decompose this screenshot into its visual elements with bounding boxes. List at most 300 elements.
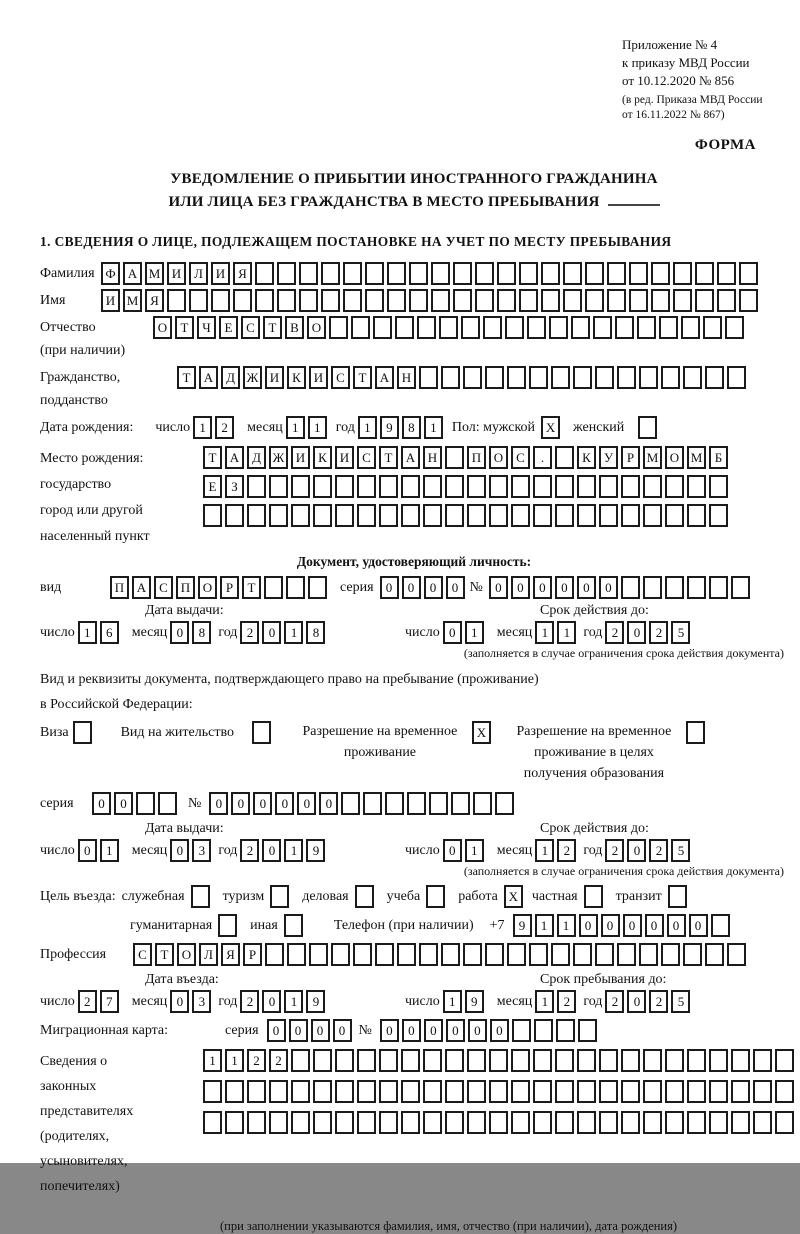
char-cell[interactable] [270,885,289,908]
char-cell[interactable] [158,792,177,815]
char-cell[interactable] [709,1049,728,1072]
char-cell[interactable]: Н [423,446,442,469]
stay-year-boxes[interactable] [605,990,693,1013]
char-cell[interactable]: 0 [667,914,686,937]
char-cell[interactable] [709,1111,728,1134]
char-cell[interactable]: С [357,446,376,469]
char-cell[interactable] [753,1080,772,1103]
char-cell[interactable]: 0 [489,576,508,599]
char-cell[interactable]: 0 [253,792,272,815]
char-cell[interactable] [739,262,758,285]
char-cell[interactable]: 0 [533,576,552,599]
char-cell[interactable] [247,475,266,498]
char-cell[interactable]: 0 [78,839,97,862]
char-cell[interactable] [651,289,670,312]
char-cell[interactable] [379,1111,398,1134]
char-cell[interactable] [665,504,684,527]
char-cell[interactable] [247,1080,266,1103]
char-cell[interactable] [687,504,706,527]
char-cell[interactable] [445,504,464,527]
char-cell[interactable] [549,316,568,339]
char-cell[interactable] [695,262,714,285]
char-cell[interactable]: И [167,262,186,285]
citizenship-boxes[interactable] [177,366,749,389]
sex-male-checkbox[interactable] [541,416,563,439]
char-cell[interactable] [329,316,348,339]
char-cell[interactable] [473,792,492,815]
char-cell[interactable] [467,1080,486,1103]
char-cell[interactable] [533,1111,552,1134]
char-cell[interactable] [673,289,692,312]
char-cell[interactable] [555,446,574,469]
char-cell[interactable] [299,262,318,285]
char-cell[interactable]: 0 [468,1019,487,1042]
char-cell[interactable] [511,1049,530,1072]
char-cell[interactable] [395,316,414,339]
char-cell[interactable]: М [687,446,706,469]
char-cell[interactable] [595,366,614,389]
char-cell[interactable]: 1 [557,621,576,644]
char-cell[interactable] [357,504,376,527]
char-cell[interactable]: У [599,446,618,469]
char-cell[interactable] [775,1049,794,1072]
char-cell[interactable] [252,721,271,744]
stay-month-boxes[interactable] [535,990,579,1013]
char-cell[interactable] [571,316,590,339]
char-cell[interactable] [191,885,210,908]
char-cell[interactable] [291,504,310,527]
char-cell[interactable] [489,1080,508,1103]
char-cell[interactable] [573,366,592,389]
stay-day-boxes[interactable] [443,990,487,1013]
char-cell[interactable] [313,1080,332,1103]
char-cell[interactable]: 2 [649,839,668,862]
char-cell[interactable] [247,504,266,527]
char-cell[interactable] [419,943,438,966]
char-cell[interactable]: 0 [443,839,462,862]
char-cell[interactable]: 0 [262,621,281,644]
char-cell[interactable]: С [331,366,350,389]
purpose-study-checkbox[interactable] [426,885,448,908]
char-cell[interactable]: 1 [358,416,377,439]
char-cell[interactable] [638,416,657,439]
char-cell[interactable]: 0 [627,990,646,1013]
char-cell[interactable]: 0 [689,914,708,937]
surname-boxes[interactable] [101,262,761,285]
char-cell[interactable]: 1 [284,839,303,862]
char-cell[interactable] [527,316,546,339]
char-cell[interactable]: 0 [170,990,189,1013]
char-cell[interactable] [409,289,428,312]
char-cell[interactable]: Р [220,576,239,599]
char-cell[interactable]: 1 [286,416,305,439]
char-cell[interactable]: 1 [284,990,303,1013]
char-cell[interactable] [556,1019,575,1042]
migration-number-boxes[interactable] [380,1019,600,1042]
char-cell[interactable] [489,1049,508,1072]
char-cell[interactable] [665,1049,684,1072]
char-cell[interactable] [555,475,574,498]
char-cell[interactable] [643,1049,662,1072]
char-cell[interactable]: . [533,446,552,469]
char-cell[interactable]: 5 [671,839,690,862]
char-cell[interactable]: О [153,316,172,339]
char-cell[interactable]: 9 [513,914,532,937]
char-cell[interactable] [363,792,382,815]
char-cell[interactable]: 5 [671,621,690,644]
char-cell[interactable] [203,504,222,527]
char-cell[interactable] [731,1080,750,1103]
char-cell[interactable] [541,262,560,285]
char-cell[interactable] [467,1049,486,1072]
char-cell[interactable] [335,475,354,498]
char-cell[interactable]: Т [177,366,196,389]
char-cell[interactable]: 9 [306,839,325,862]
patronymic-boxes[interactable] [153,316,747,339]
char-cell[interactable]: 0 [92,792,111,815]
char-cell[interactable] [423,504,442,527]
char-cell[interactable]: А [401,446,420,469]
char-cell[interactable]: 1 [465,621,484,644]
char-cell[interactable] [695,289,714,312]
char-cell[interactable] [665,1080,684,1103]
char-cell[interactable]: Т [175,316,194,339]
char-cell[interactable]: Е [219,316,238,339]
char-cell[interactable]: И [101,289,120,312]
char-cell[interactable] [277,262,296,285]
char-cell[interactable]: Л [199,943,218,966]
birth-place-row-2[interactable] [203,475,731,498]
char-cell[interactable]: 1 [225,1049,244,1072]
char-cell[interactable] [284,914,303,937]
char-cell[interactable] [563,262,582,285]
char-cell[interactable]: 0 [311,1019,330,1042]
char-cell[interactable]: 0 [627,621,646,644]
char-cell[interactable]: Д [247,446,266,469]
char-cell[interactable] [475,289,494,312]
char-cell[interactable] [189,289,208,312]
char-cell[interactable]: С [154,576,173,599]
char-cell[interactable] [617,943,636,966]
char-cell[interactable]: К [287,366,306,389]
char-cell[interactable]: X [541,416,560,439]
char-cell[interactable] [529,366,548,389]
char-cell[interactable]: Ж [269,446,288,469]
char-cell[interactable] [489,1111,508,1134]
char-cell[interactable]: 0 [170,839,189,862]
char-cell[interactable]: 1 [78,621,97,644]
char-cell[interactable] [555,1049,574,1072]
char-cell[interactable]: К [577,446,596,469]
char-cell[interactable] [507,366,526,389]
char-cell[interactable]: 0 [511,576,530,599]
char-cell[interactable] [401,1111,420,1134]
residence-issue-month[interactable] [170,839,214,862]
char-cell[interactable]: 0 [289,1019,308,1042]
char-cell[interactable]: 0 [319,792,338,815]
char-cell[interactable]: А [199,366,218,389]
profession-boxes[interactable] [133,943,749,966]
char-cell[interactable] [577,475,596,498]
char-cell[interactable]: М [643,446,662,469]
char-cell[interactable] [599,475,618,498]
char-cell[interactable] [687,1049,706,1072]
char-cell[interactable] [365,262,384,285]
char-cell[interactable] [287,943,306,966]
char-cell[interactable] [775,1080,794,1103]
char-cell[interactable] [417,316,436,339]
char-cell[interactable]: 9 [306,990,325,1013]
char-cell[interactable] [269,1111,288,1134]
char-cell[interactable]: 0 [402,1019,421,1042]
char-cell[interactable] [511,1111,530,1134]
char-cell[interactable]: 2 [605,990,624,1013]
char-cell[interactable]: 0 [114,792,133,815]
char-cell[interactable] [673,262,692,285]
given-name-boxes[interactable] [101,289,761,312]
char-cell[interactable]: 1 [557,914,576,937]
char-cell[interactable] [291,1080,310,1103]
char-cell[interactable] [265,943,284,966]
char-cell[interactable] [409,262,428,285]
char-cell[interactable]: 0 [262,990,281,1013]
char-cell[interactable] [495,792,514,815]
sex-female-checkbox[interactable] [638,416,660,439]
char-cell[interactable]: П [176,576,195,599]
char-cell[interactable] [461,316,480,339]
char-cell[interactable] [335,504,354,527]
char-cell[interactable]: 0 [555,576,574,599]
char-cell[interactable]: 8 [306,621,325,644]
char-cell[interactable] [533,1080,552,1103]
char-cell[interactable]: 8 [192,621,211,644]
char-cell[interactable] [431,289,450,312]
char-cell[interactable]: 1 [284,621,303,644]
char-cell[interactable] [511,475,530,498]
char-cell[interactable] [705,943,724,966]
char-cell[interactable] [497,289,516,312]
char-cell[interactable] [519,289,538,312]
valid-month-boxes[interactable] [535,621,579,644]
char-cell[interactable]: 0 [490,1019,509,1042]
char-cell[interactable]: 7 [100,990,119,1013]
char-cell[interactable] [463,943,482,966]
char-cell[interactable] [599,1111,618,1134]
char-cell[interactable] [717,262,736,285]
char-cell[interactable] [375,943,394,966]
char-cell[interactable]: К [313,446,332,469]
char-cell[interactable]: 6 [100,621,119,644]
char-cell[interactable] [687,576,706,599]
char-cell[interactable] [423,1080,442,1103]
char-cell[interactable]: Д [221,366,240,389]
char-cell[interactable]: З [225,475,244,498]
char-cell[interactable] [727,366,746,389]
char-cell[interactable] [621,1080,640,1103]
char-cell[interactable] [167,289,186,312]
char-cell[interactable] [373,316,392,339]
char-cell[interactable] [511,1080,530,1103]
char-cell[interactable]: 0 [623,914,642,937]
char-cell[interactable]: С [241,316,260,339]
char-cell[interactable] [379,504,398,527]
char-cell[interactable]: 1 [308,416,327,439]
purpose-tourism-checkbox[interactable] [270,885,292,908]
char-cell[interactable]: П [110,576,129,599]
char-cell[interactable]: Я [233,262,252,285]
char-cell[interactable] [218,914,237,937]
char-cell[interactable] [665,1111,684,1134]
char-cell[interactable]: 0 [424,576,443,599]
char-cell[interactable] [555,1111,574,1134]
char-cell[interactable] [533,475,552,498]
char-cell[interactable] [717,289,736,312]
char-cell[interactable] [607,289,626,312]
char-cell[interactable] [551,366,570,389]
char-cell[interactable] [299,289,318,312]
char-cell[interactable] [617,366,636,389]
char-cell[interactable] [563,289,582,312]
char-cell[interactable] [637,316,656,339]
char-cell[interactable]: 0 [577,576,596,599]
char-cell[interactable]: 2 [557,990,576,1013]
birth-place-row-1[interactable] [203,446,731,469]
issue-day-boxes[interactable] [78,621,122,644]
char-cell[interactable] [445,1049,464,1072]
char-cell[interactable] [313,1111,332,1134]
char-cell[interactable]: 1 [535,990,554,1013]
char-cell[interactable] [203,1111,222,1134]
char-cell[interactable] [445,475,464,498]
char-cell[interactable]: 0 [297,792,316,815]
char-cell[interactable] [331,943,350,966]
char-cell[interactable] [387,289,406,312]
char-cell[interactable] [519,262,538,285]
char-cell[interactable] [727,943,746,966]
char-cell[interactable]: О [489,446,508,469]
char-cell[interactable] [291,1049,310,1072]
char-cell[interactable]: Е [203,475,222,498]
char-cell[interactable] [595,943,614,966]
char-cell[interactable] [489,504,508,527]
char-cell[interactable]: 1 [535,621,554,644]
char-cell[interactable]: Ж [243,366,262,389]
char-cell[interactable]: 2 [649,621,668,644]
char-cell[interactable]: Т [242,576,261,599]
char-cell[interactable] [463,366,482,389]
residence-permit-checkbox[interactable] [252,721,274,744]
char-cell[interactable]: 0 [645,914,664,937]
valid-day-boxes[interactable] [443,621,487,644]
char-cell[interactable] [753,1049,772,1072]
char-cell[interactable] [584,885,603,908]
purpose-work-checkbox[interactable] [504,885,526,908]
char-cell[interactable] [643,1111,662,1134]
char-cell[interactable] [269,504,288,527]
char-cell[interactable] [643,1080,662,1103]
char-cell[interactable]: О [307,316,326,339]
char-cell[interactable]: 2 [557,839,576,862]
char-cell[interactable] [489,475,508,498]
valid-year-boxes[interactable] [605,621,693,644]
char-cell[interactable]: Б [709,446,728,469]
char-cell[interactable] [308,576,327,599]
char-cell[interactable] [731,1111,750,1134]
char-cell[interactable] [686,721,705,744]
char-cell[interactable]: И [309,366,328,389]
char-cell[interactable] [475,262,494,285]
char-cell[interactable] [485,943,504,966]
char-cell[interactable] [621,1111,640,1134]
residence-series-boxes[interactable] [92,792,180,815]
char-cell[interactable] [357,475,376,498]
char-cell[interactable]: 2 [240,839,259,862]
char-cell[interactable] [534,1019,553,1042]
char-cell[interactable] [385,792,404,815]
char-cell[interactable] [731,576,750,599]
char-cell[interactable] [357,1049,376,1072]
char-cell[interactable] [445,1080,464,1103]
char-cell[interactable] [485,366,504,389]
char-cell[interactable]: Т [379,446,398,469]
char-cell[interactable] [705,366,724,389]
char-cell[interactable]: 2 [605,621,624,644]
char-cell[interactable] [203,1080,222,1103]
char-cell[interactable] [643,576,662,599]
char-cell[interactable] [343,262,362,285]
char-cell[interactable]: А [123,262,142,285]
char-cell[interactable]: Т [155,943,174,966]
char-cell[interactable] [401,1080,420,1103]
char-cell[interactable] [313,504,332,527]
char-cell[interactable] [643,475,662,498]
char-cell[interactable] [505,316,524,339]
visa-checkbox[interactable] [73,721,95,744]
char-cell[interactable] [467,1111,486,1134]
char-cell[interactable] [291,1111,310,1134]
char-cell[interactable] [73,721,92,744]
char-cell[interactable]: М [123,289,142,312]
migration-series-boxes[interactable] [267,1019,355,1042]
char-cell[interactable]: Ф [101,262,120,285]
char-cell[interactable]: 0 [446,1019,465,1042]
char-cell[interactable] [286,576,305,599]
char-cell[interactable]: 0 [579,914,598,937]
char-cell[interactable] [621,475,640,498]
char-cell[interactable]: 0 [380,1019,399,1042]
char-cell[interactable]: 1 [535,914,554,937]
char-cell[interactable]: И [211,262,230,285]
char-cell[interactable] [483,316,502,339]
char-cell[interactable] [335,1080,354,1103]
char-cell[interactable] [541,289,560,312]
char-cell[interactable] [225,504,244,527]
char-cell[interactable]: 0 [443,621,462,644]
char-cell[interactable] [577,504,596,527]
char-cell[interactable] [321,289,340,312]
char-cell[interactable] [321,262,340,285]
char-cell[interactable] [255,262,274,285]
char-cell[interactable]: О [177,943,196,966]
char-cell[interactable] [497,262,516,285]
char-cell[interactable]: 1 [424,416,443,439]
char-cell[interactable] [573,943,592,966]
char-cell[interactable] [709,576,728,599]
entry-year-boxes[interactable] [240,990,328,1013]
char-cell[interactable] [629,289,648,312]
char-cell[interactable]: 2 [215,416,234,439]
char-cell[interactable] [379,475,398,498]
